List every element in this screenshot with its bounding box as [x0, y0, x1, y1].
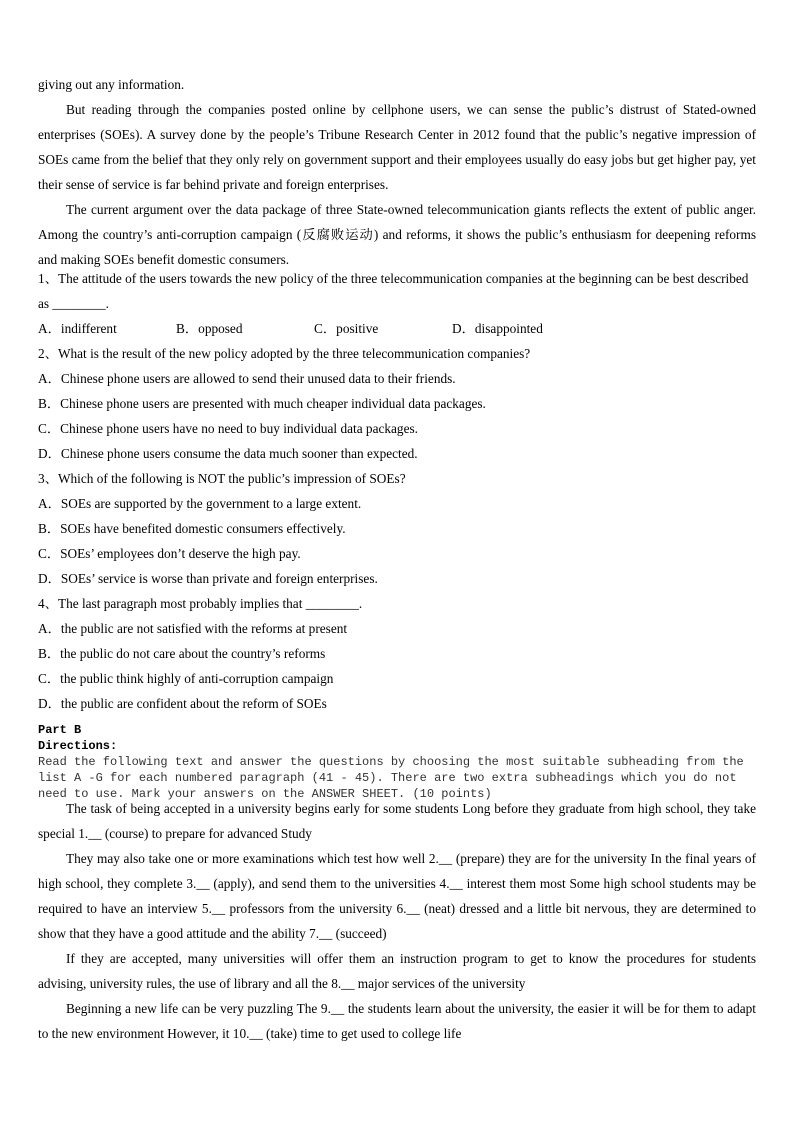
question-1	[38, 266, 756, 341]
question-2	[38, 341, 756, 466]
option-a: A．the public are not satisfied with the reforms at present	[38, 621, 348, 636]
option-c: C．SOEs’ employees don’t deserve the high pay.	[38, 546, 301, 561]
questions	[38, 266, 756, 716]
option-b: B．opposed	[176, 321, 243, 336]
option-d: D．disappointed	[452, 321, 543, 336]
part-b-header	[38, 722, 756, 802]
option-c: C．Chinese phone users have no need to buy individual data packages.	[38, 421, 418, 436]
option-b: B．the public do not care about the country’s reforms	[38, 646, 326, 661]
option-b: B．SOEs have benefited domestic consumers effectively.	[38, 521, 346, 536]
paragraph: giving out any information.	[38, 77, 185, 92]
option-d: D．the public are confident about the reform of SOEs	[38, 696, 327, 711]
paragraph: The current argument over the data package of three State-owned telecommunication giants reflects the extent of public anger. Among the country’s anti-corruption campaign (反腐败运动) and reforms, it shows the public’s enthusiasm for deepening reforms and making SOEs benefit domestic consumers.	[38, 202, 756, 267]
paragraph: The task of being accepted in a university begins early for some students Long before they graduate from high school, they take special 1.__ (course) to prepare for advanced Study	[38, 801, 756, 841]
part-title: Part B	[38, 723, 82, 737]
paragraph: If they are accepted, many universities will offer them an instruction program to get to know the procedures for students advising, university rules, the use of library and all the 8.__ major services of the university	[38, 951, 756, 991]
paragraph: They may also take one or more examinations which test how well 2.__ (prepare) they are for the university In the final years of high school, they complete 3.__ (apply), and send them to the universities 4.__ interest them most Some high school students may be required to have an interview 5.__ professors from the university 6.__ (neat) dressed and a little bit nervous, they are determined to show that they have a good attitude and the ability 7.__ (succeed)	[38, 851, 756, 941]
directions-label: Directions:	[38, 739, 118, 753]
question-stem: 2、What is the result of the new policy adopted by the three telecommunication companies?	[38, 346, 531, 361]
option-c: C．positive	[314, 321, 379, 336]
question-3	[38, 466, 756, 591]
question-stem: 3、Which of the following is NOT the public’s impression of SOEs?	[38, 471, 406, 486]
option-a: A．indifferent	[38, 321, 117, 336]
paragraph: But reading through the companies posted online by cellphone users, we can sense the public’s distrust of Stated-owned enterprises (SOEs). A survey done by the people’s Tribune Research Center in 2012 found that the public’s negative impression of SOEs came from the belief that they only rely on government support and their employees usually do easy jobs but get higher pay, yet their sense of service is far behind private and foreign enterprises.	[38, 102, 756, 192]
option-a: A．SOEs are supported by the government to a large extent.	[38, 496, 362, 511]
option-d: D．Chinese phone users consume the data much sooner than expected.	[38, 446, 418, 461]
question-stem: 1、The attitude of the users towards the new policy of the three telecommunication companies at the beginning can be best described as ________.	[38, 271, 749, 311]
paragraph: Beginning a new life can be very puzzling The 9.__ the students learn about the university, the easier it will be for them to adapt to the new environment However, it 10.__ (take) time to get used to college life	[38, 1001, 756, 1041]
question-4	[38, 591, 756, 716]
passage-b	[38, 796, 756, 1046]
options	[38, 316, 756, 341]
option-c: C．the public think highly of anti-corruption campaign	[38, 671, 334, 686]
option-b: B．Chinese phone users are presented with much cheaper individual data packages.	[38, 396, 486, 411]
passage-a	[38, 72, 756, 272]
directions-text: Read the following text and answer the questions by choosing the most suitable subheading from the list A -G for each numbered paragraph (41 - 45). There are two extra subheadings which you do not need to use. Mark your answers on the ANSWER SHEET. (10 points)	[38, 755, 744, 801]
option-a: A．Chinese phone users are allowed to send their unused data to their friends.	[38, 371, 456, 386]
option-d: D．SOEs’ service is worse than private and foreign enterprises.	[38, 571, 378, 586]
question-stem: 4、The last paragraph most probably implies that ________.	[38, 596, 363, 611]
